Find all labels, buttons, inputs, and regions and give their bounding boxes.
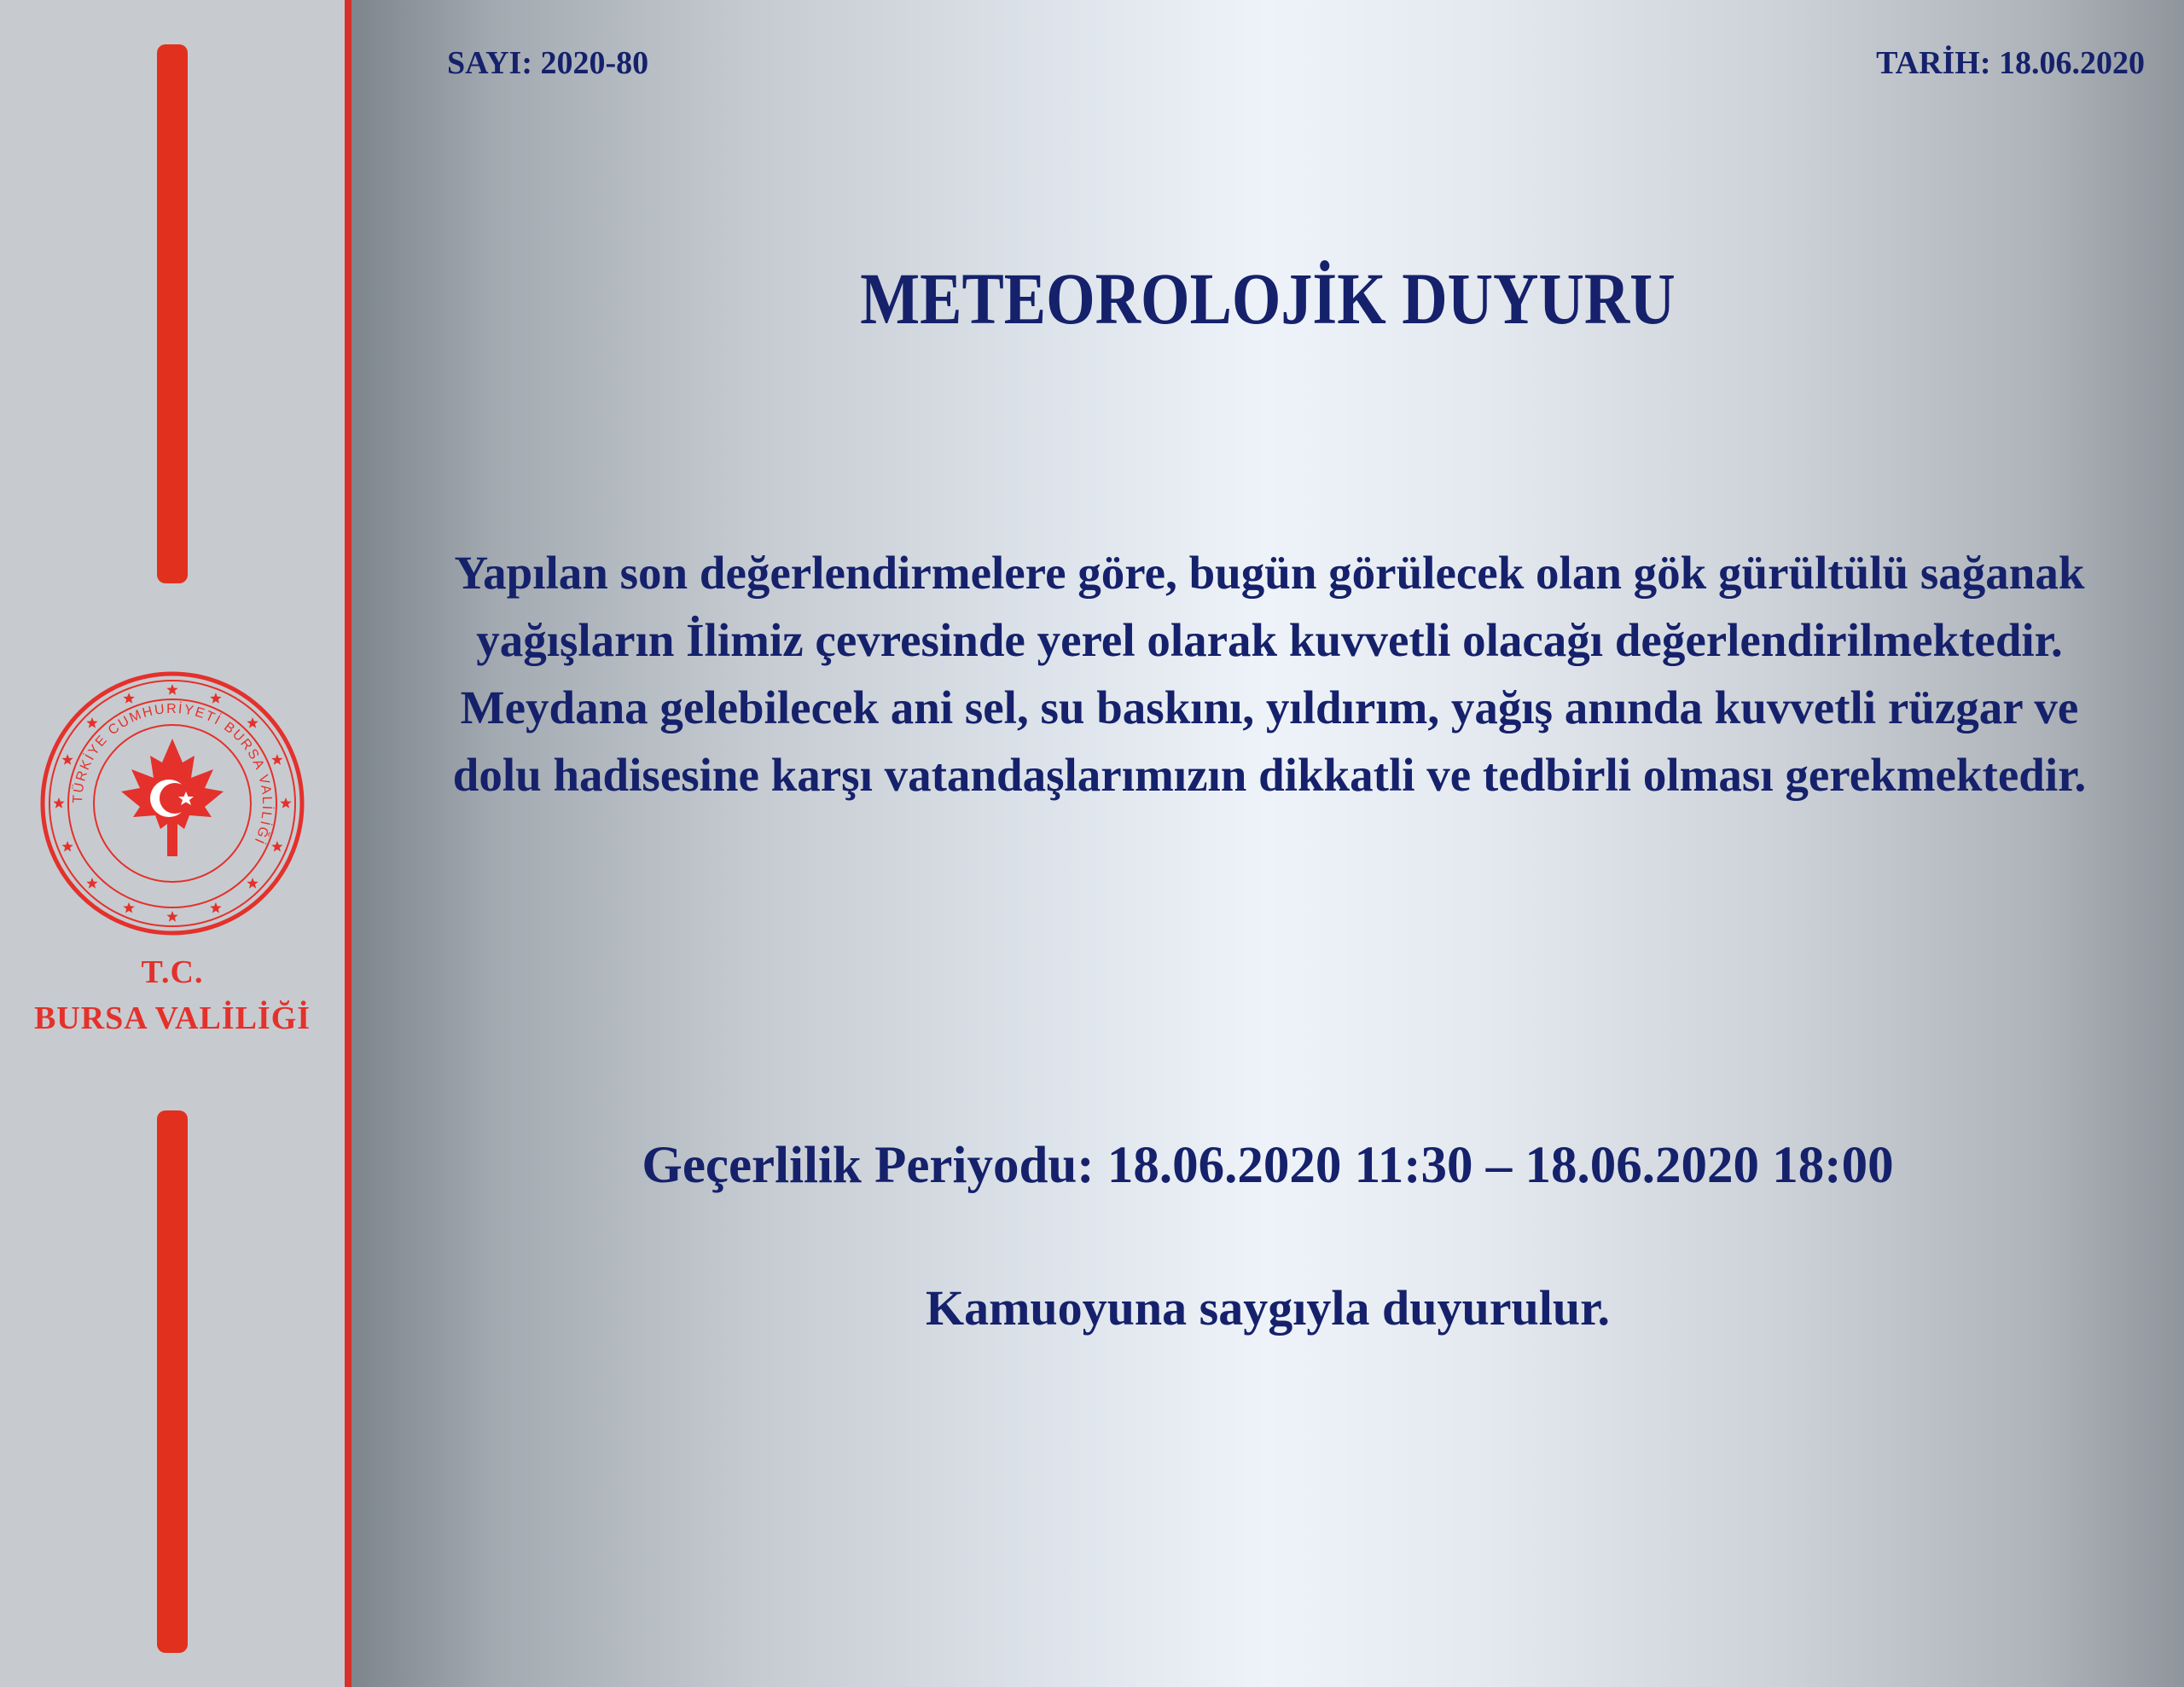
document-date: TARİH: 18.06.2020 xyxy=(1876,45,2145,81)
page-title: METEOROLOJİK DUYURU xyxy=(860,258,1676,339)
closing-line: Kamuoyuna saygıyla duyurulur. xyxy=(925,1280,1611,1336)
seal-star-icon xyxy=(210,902,221,913)
seal-star-icon xyxy=(247,878,258,889)
seal-star-icon xyxy=(247,717,258,728)
seal-star-icon xyxy=(123,693,134,704)
seal-ring-text: TÜRKİYE CUMHURİYETİ BURSA VALİLİĞİ xyxy=(70,701,275,848)
org-line-bursa-valiligi: BURSA VALİLİĞİ xyxy=(33,1000,311,1036)
seal-star-icon xyxy=(86,717,97,728)
announcement-body: Yapılan son değerlendirmelere göre, bugün görülecek olan gök gürültülü sağanak yağışların İlimiz çevresinde yerel olarak kuvvetli olacağı değerlendirilmektedir. Meydana gelebilecek ani sel, su baskını, yıldırım, yağış anında kuvvetli rüzgar ve dolu hadisesine karşı vatandaşlarımızın dikkatli ve tedbirli olması gerekmektedir. xyxy=(452,547,2087,801)
org-line-tc: T.C. xyxy=(141,954,204,990)
seal-star-icon xyxy=(62,841,73,852)
seal-star-icon xyxy=(271,841,282,852)
seal-star-icon xyxy=(166,911,177,922)
sidebar xyxy=(0,0,345,1687)
governorship-seal-icon xyxy=(38,669,307,938)
decorative-red-bar-bottom xyxy=(157,1110,188,1653)
seal-star-icon xyxy=(123,902,134,913)
announcement-panel xyxy=(351,0,2184,1687)
validity-period: Geçerlilik Periyodu: 18.06.2020 11:30 – 18.06.2020 18:00 xyxy=(642,1137,1894,1194)
seal-star-icon xyxy=(166,684,177,695)
seal-star-icon xyxy=(53,797,64,809)
seal-star-icon xyxy=(62,754,73,765)
decorative-red-bar-top xyxy=(157,44,188,583)
seal-star-icon xyxy=(271,754,282,765)
sidebar-divider xyxy=(345,0,351,1687)
seal-star-icon xyxy=(210,693,221,704)
seal-star-icon xyxy=(86,878,97,889)
document-number: SAYI: 2020-80 xyxy=(447,45,649,81)
seal-star-icon xyxy=(280,797,291,809)
